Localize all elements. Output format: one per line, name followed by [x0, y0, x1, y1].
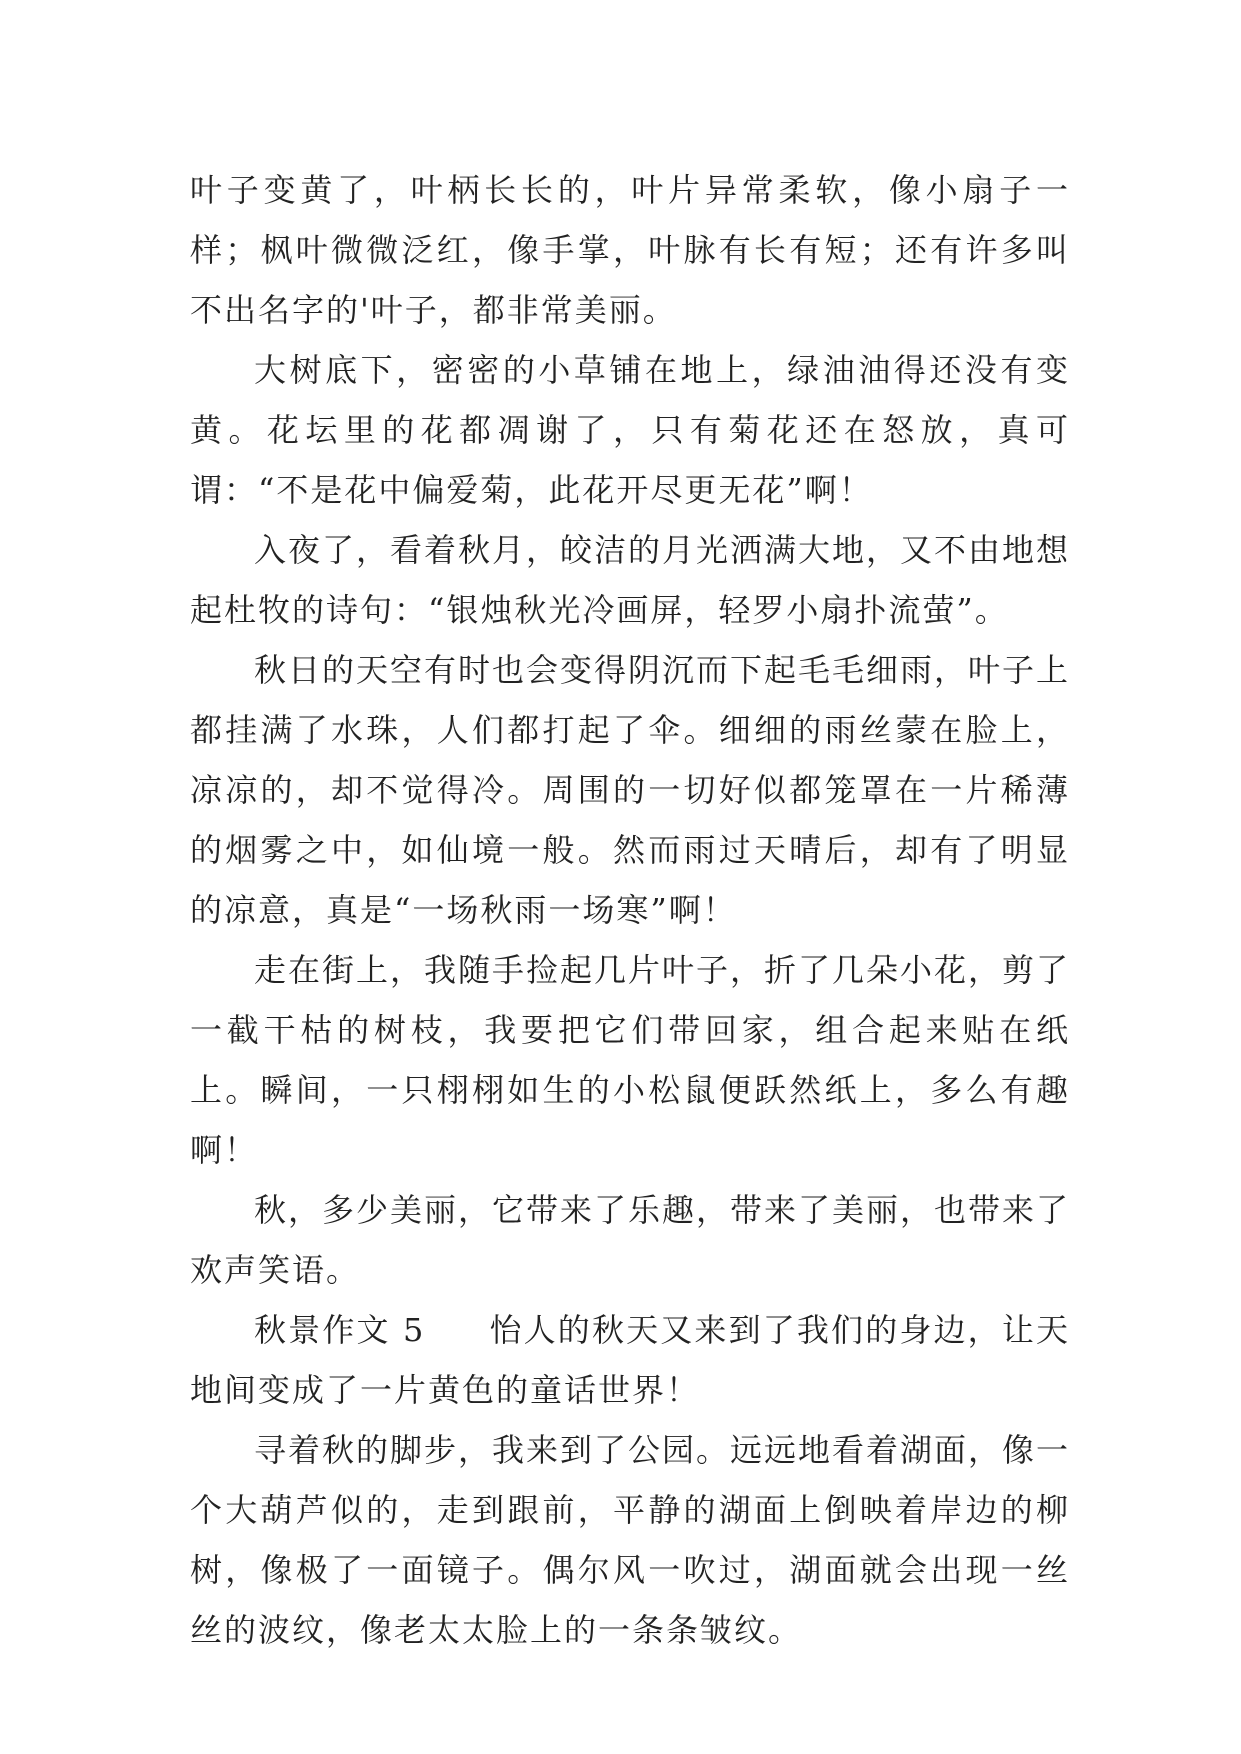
- paragraph-autumn-moon: 入夜了，看着秋月，皎洁的月光洒满大地，又不由地想起杜牧的诗句：“银烛秋光冷画屏，轻罗小扇扑流萤”。: [190, 531, 1071, 629]
- essay-5-first-sentence: 怡人的秋天又来到了我们的身边，让天地间变成了一片黄色的童话世界！: [190, 1311, 1070, 1409]
- paragraph-autumn-summary: 秋，多少美丽，它带来了乐趣，带来了美丽，也带来了欢声笑语。: [190, 1191, 1071, 1289]
- paragraph-autumn-rain: 秋日的天空有时也会变得阴沉而下起毛毛细雨，叶子上都挂满了水珠，人们都打起了伞。细细的雨丝蒙在脸上，凉凉的，却不觉得冷。周围的一切好似都笼罩在一片稀薄的烟雾之中，如仙境一般。然而雨过天晴后，却有了明显的凉意，真是“一场秋雨一场寒”啊！: [190, 651, 1071, 929]
- paragraph-leaf-collage: 走在街上，我随手捡起几片叶子，折了几朵小花，剪了一截干枯的树枝，我要把它们带回家，组合起来贴在纸上。瞬间，一只栩栩如生的小松鼠便跃然纸上，多么有趣啊！: [190, 951, 1071, 1169]
- article-body: [190, 160, 1070, 1660]
- paragraph-leaf-description: 叶子变黄了，叶柄长长的，叶片异常柔软，像小扇子一样；枫叶微微泛红，像手掌，叶脉有长有短；还有许多叫不出名字的'叶子，都非常美丽。: [190, 171, 1070, 329]
- paragraph-essay-5-opening: [190, 1300, 1070, 1420]
- paragraph-grass-flowers: 大树底下，密密的小草铺在地上，绿油油得还没有变黄。花坛里的花都凋谢了，只有菊花还在怒放，真可谓：“不是花中偏爱菊，此花开尽更无花”啊！: [190, 351, 1070, 509]
- paragraph-park-lake: 寻着秋的脚步，我来到了公园。远远地看着湖面，像一个大葫芦似的，走到跟前，平静的湖面上倒映着岸边的柳树，像极了一面镜子。偶尔风一吹过，湖面就会出现一丝丝的波纹，像老太太脸上的一条条皱纹。: [190, 1431, 1071, 1649]
- essay-heading: 秋景作文 5: [254, 1311, 426, 1349]
